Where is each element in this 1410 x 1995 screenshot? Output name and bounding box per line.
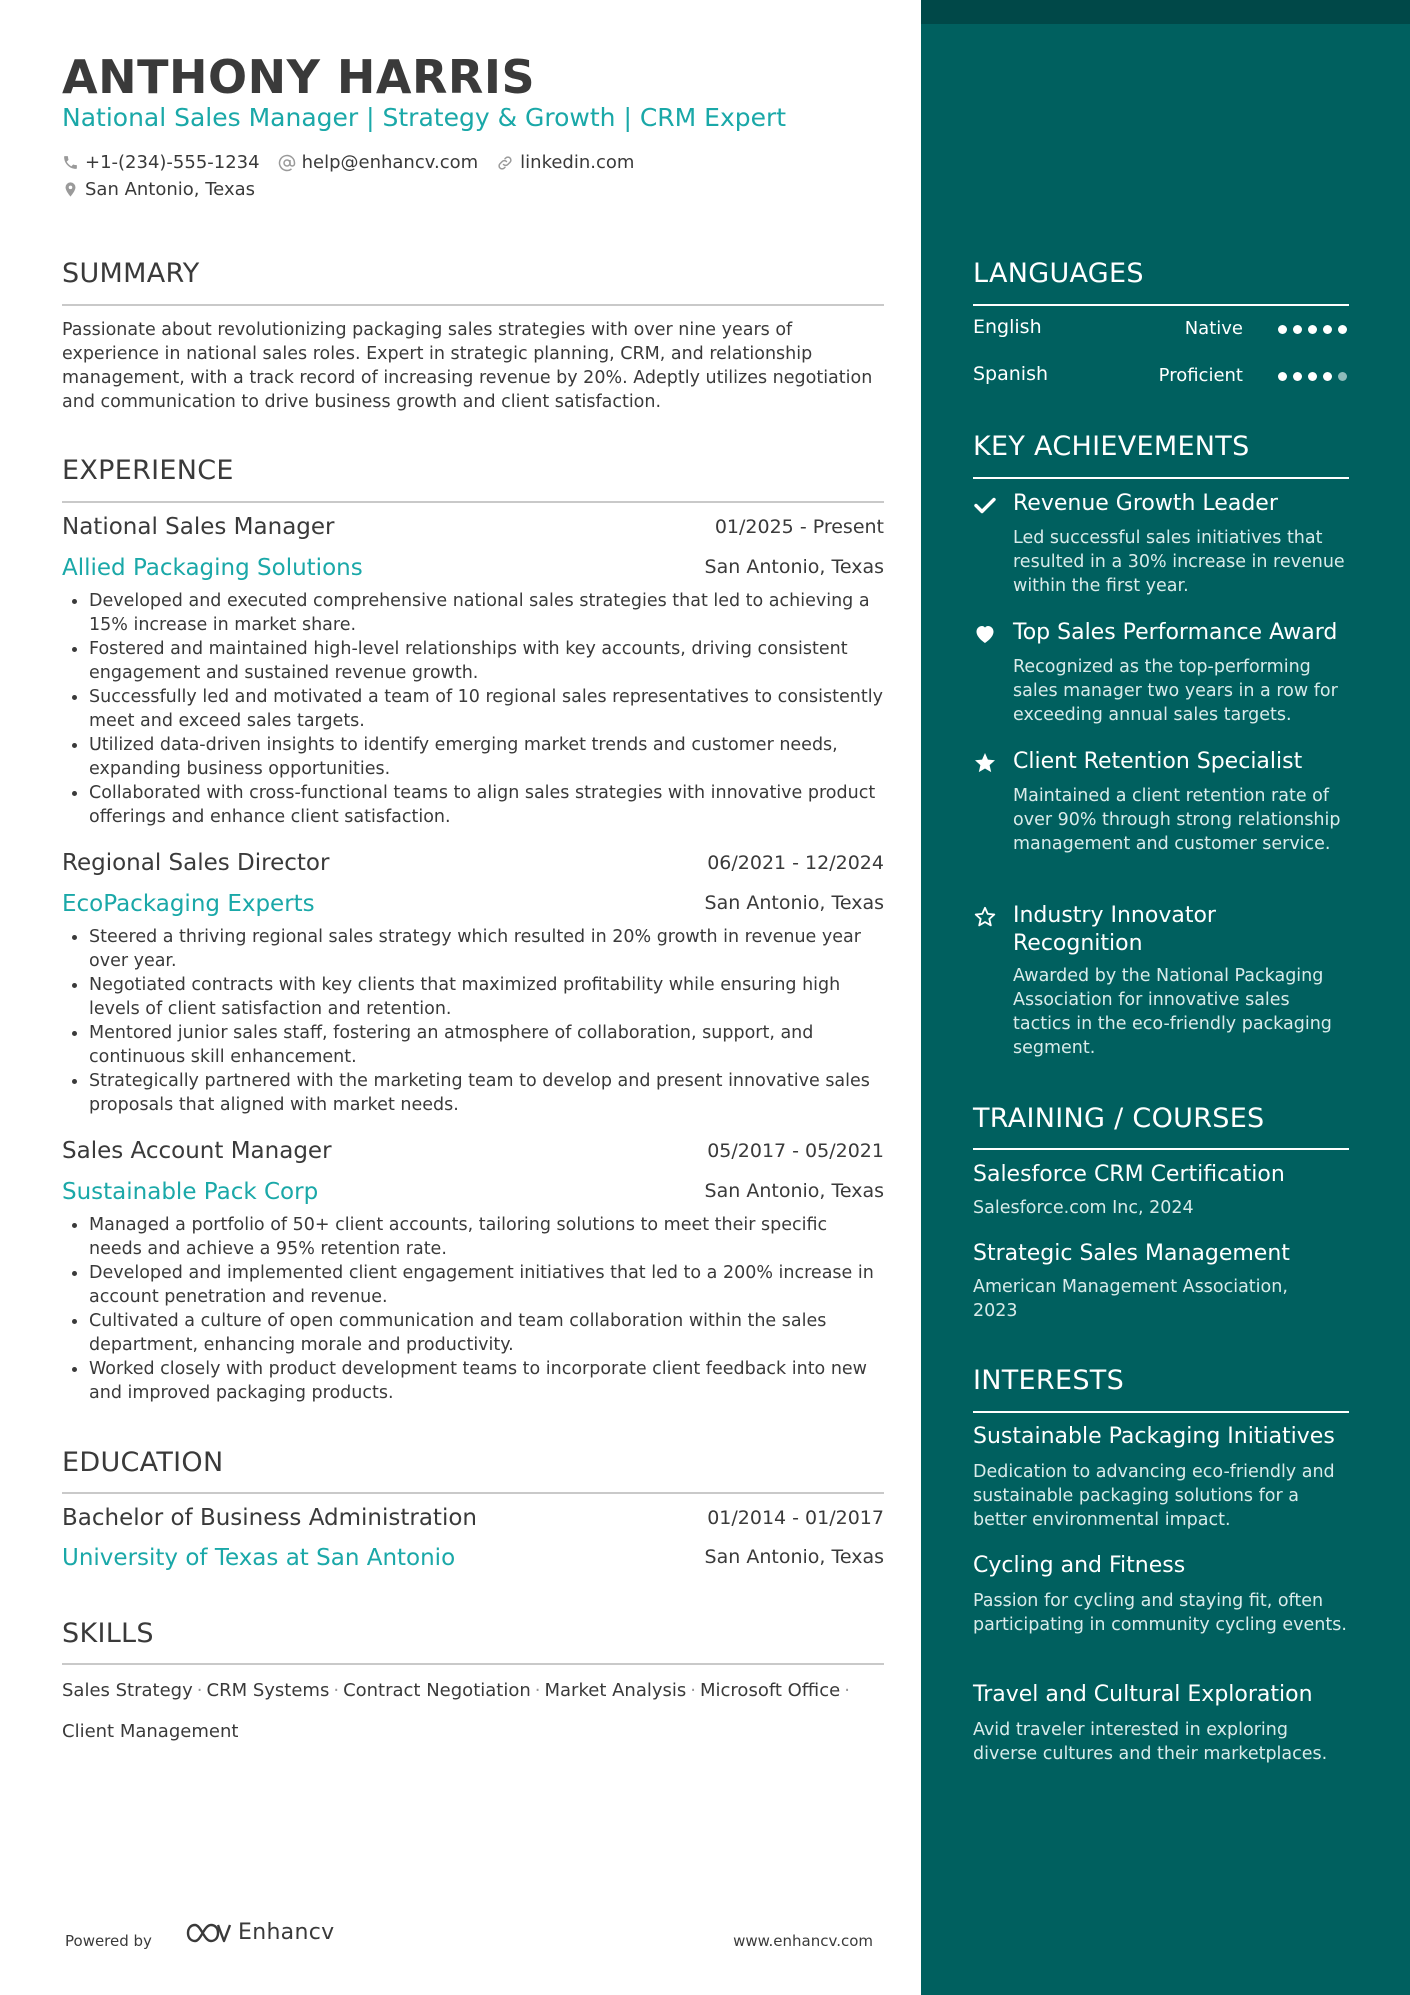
skill-item: Contract Negotiation [343,1680,531,1701]
skills-divider [62,1663,884,1665]
skills-list [62,1670,884,1752]
list-item: Cultivated a culture of open communication and team collaboration within the sales department, enhancing morale and productivity. [62,1309,884,1357]
language-rating [1272,325,1347,334]
course-provider: Salesforce.com Inc, 2024 [973,1198,1194,1218]
course-provider: American Management Association, 2023 [973,1277,1288,1321]
summary-divider [62,304,884,306]
contact-linkedin[interactable] [496,152,634,173]
list-item: Fostered and maintained high-level relationships with key accounts, driving consistent engagement and sustained revenue growth. [62,637,884,685]
link-icon [496,154,514,172]
phone-icon [62,154,79,171]
check-icon [973,493,997,517]
list-item: Steered a thriving regional sales strategy which resulted in 20% growth in revenue year over year. [62,925,884,973]
education-title: EDUCATION [62,1447,224,1478]
degree-title: Bachelor of Business Administration [62,1505,477,1531]
candidate-name: ANTHONY HARRIS [62,50,536,104]
language-level: Proficient [1158,365,1243,386]
interest-title: Travel and Cultural Exploration [973,1682,1313,1707]
interests-title: INTERESTS [973,1365,1125,1396]
achievement-desc: Awarded by the National Packaging Association for innovative sales tactics in the eco-friendly packaging segment. [1013,966,1332,1058]
education-dates: 01/2014 - 01/2017 [707,1507,884,1529]
list-item: Strategically partnered with the marketing team to develop and present innovative sales proposals that aligned with market needs. [62,1069,884,1117]
star-outline-icon [973,905,997,929]
list-item: Successfully led and motivated a team of 10 regional sales representatives to consistently meet and exceed sales targets. [62,685,884,733]
achievement-title: Revenue Growth Leader [1013,491,1278,516]
achievements-title: KEY ACHIEVEMENTS [973,431,1250,462]
job-location: San Antonio, Texas [704,556,884,578]
summary-text: Passionate about revolutionizing packaging sales strategies with over nine years of experience in national sales roles. Expert in strategic planning, CRM, and relationship management, with a track record of increasing revenue by 20%. Adeptly utilizes negotiation and communication to drive business growth and client satisfaction. [62,320,873,412]
rating-dot [1278,372,1287,381]
job-dates: 05/2017 - 05/2021 [707,1140,884,1162]
experience-title: EXPERIENCE [62,455,234,486]
phone-text: +1-(234)-555-1234 [85,152,260,173]
language-level: Native [1184,318,1243,339]
achievement-desc: Recognized as the top-performing sales manager two years in a row for exceeding annual sales targets. [1013,657,1338,725]
education-divider [62,1492,884,1494]
skill-separator: · [196,1680,203,1701]
rating-dot-empty [1338,372,1347,381]
languages-divider [973,304,1349,306]
skill-separator: · [333,1680,340,1701]
training-divider [973,1148,1349,1150]
job-bullets [62,589,884,829]
summary-title: SUMMARY [62,258,200,289]
sidebar-top-band [921,0,1410,24]
contact-row [62,152,652,173]
rating-dot [1293,325,1302,334]
location-pin-icon [62,180,79,199]
achievements-divider [973,477,1349,479]
job-bullets [62,1213,884,1405]
achievement-title: Client Retention Specialist [1013,749,1303,774]
contact-row-2 [62,179,273,200]
rating-dot [1323,325,1332,334]
job-bullets [62,925,884,1117]
skill-item: Market Analysis [544,1680,687,1701]
training-title: TRAINING / COURSES [973,1103,1265,1134]
school-name[interactable]: University of Texas at San Antonio [62,1545,456,1571]
achievement-title: Industry Innovator Recognition [1013,903,1216,956]
skill-item: Microsoft Office [700,1680,841,1701]
list-item: Developed and implemented client engagement initiatives that led to a 200% increase in account penetration and revenue. [62,1261,884,1309]
contact-email[interactable] [278,152,479,173]
footer-brand-logo[interactable] [184,1920,334,1945]
rating-dot [1308,372,1317,381]
language-name: English [973,316,1042,338]
skill-item: CRM Systems [206,1680,330,1701]
job-company[interactable]: Sustainable Pack Corp [62,1179,319,1205]
job-location: San Antonio, Texas [704,892,884,914]
at-icon [278,154,296,172]
candidate-headline: National Sales Manager | Strategy & Growth | CRM Expert [62,103,787,132]
rating-dot [1338,325,1347,334]
language-row [973,316,1349,346]
list-item: Managed a portfolio of 50+ client accounts, tailoring solutions to meet their specific needs and achieve a 95% retention rate. [62,1213,884,1261]
list-item: Utilized data-driven insights to identify emerging market trends and customer needs, expanding business opportunities. [62,733,884,781]
interest-desc: Avid traveler interested in exploring diverse cultures and their marketplaces. [973,1720,1328,1764]
list-item: Developed and executed comprehensive national sales strategies that led to achieving a 15% increase in market share. [62,589,884,637]
job-title: National Sales Manager [62,514,335,540]
course-title: Salesforce CRM Certification [973,1162,1285,1187]
language-row [973,363,1349,393]
job-location: San Antonio, Texas [704,1180,884,1202]
interests-divider [973,1411,1349,1413]
interest-desc: Dedication to advancing eco-friendly and sustainable packaging solutions for a better environmental impact. [973,1462,1335,1530]
contact-phone[interactable] [62,152,260,173]
list-item: Collaborated with cross-functional teams to align sales strategies with innovative product offerings and enhance client satisfaction. [62,781,884,829]
skill-item: Sales Strategy [62,1680,193,1701]
job-title: Sales Account Manager [62,1138,332,1164]
interest-title: Cycling and Fitness [973,1553,1186,1578]
job-company[interactable]: EcoPackaging Experts [62,891,315,917]
languages-title: LANGUAGES [973,258,1144,289]
skill-separator: · [534,1680,541,1701]
job-title: Regional Sales Director [62,850,330,876]
linkedin-text: linkedin.com [520,152,635,173]
achievement-desc: Led successful sales initiatives that resulted in a 30% increase in revenue within the first year. [1013,528,1345,596]
experience-divider [62,501,884,503]
list-item: Mentored junior sales staff, fostering an atmosphere of collaboration, support, and continuous skill enhancement. [62,1021,884,1069]
heart-icon [973,622,997,646]
interest-desc: Passion for cycling and staying fit, often participating in community cycling events. [973,1591,1347,1635]
achievement-desc: Maintained a client retention rate of over 90% through strong relationship management and customer service. [1013,786,1341,854]
location-text: San Antonio, Texas [85,179,255,200]
skill-separator: · [844,1680,850,1701]
enhancv-logo-icon [184,1921,232,1945]
achievement-title: Top Sales Performance Award [1013,620,1338,645]
course-title: Strategic Sales Management [973,1241,1290,1266]
job-dates: 01/2025 - Present [714,516,884,538]
rating-dot [1293,372,1302,381]
email-text: help@enhancv.com [301,152,479,173]
footer-url[interactable]: www.enhancv.com [733,1932,873,1950]
education-location: San Antonio, Texas [704,1546,884,1568]
language-name: Spanish [973,363,1049,385]
footer-brand-name: Enhancv [238,1920,335,1945]
interest-title: Sustainable Packaging Initiatives [973,1424,1335,1449]
star-icon [973,751,997,775]
skill-separator: · [690,1680,696,1701]
skill-item: Client Management [62,1721,239,1742]
list-item: Negotiated contracts with key clients that maximized profitability while ensuring high levels of client satisfaction and retention. [62,973,884,1021]
rating-dot [1323,372,1332,381]
language-rating [1272,372,1347,381]
footer-powered-by: Powered by [65,1932,152,1950]
rating-dot [1278,325,1287,334]
contact-location [62,179,255,200]
job-company[interactable]: Allied Packaging Solutions [62,555,363,581]
job-dates: 06/2021 - 12/2024 [707,852,884,874]
skills-title: SKILLS [62,1618,154,1649]
sidebar [921,0,1410,1995]
list-item: Worked closely with product development teams to incorporate client feedback into new and improved packaging products. [62,1357,884,1405]
rating-dot [1308,325,1317,334]
